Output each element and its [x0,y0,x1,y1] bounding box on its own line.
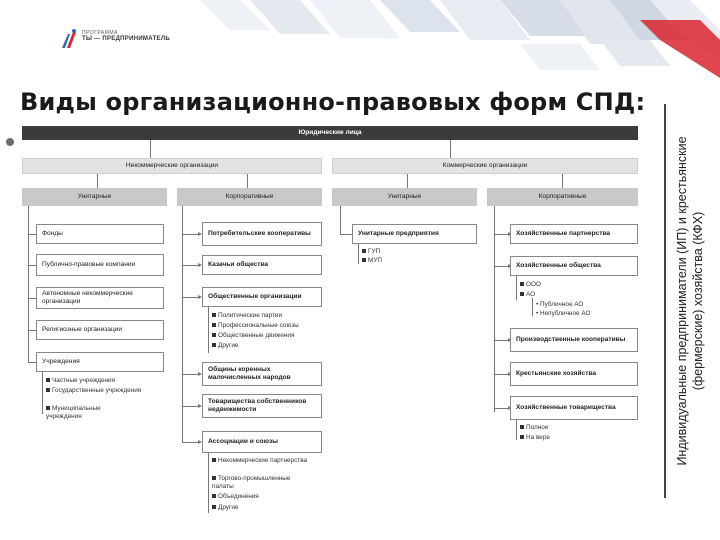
connector [42,372,43,414]
nc-unitary-item: Религиозные организации [36,320,164,340]
connector [340,206,341,234]
nc-unitary-item: Фонды [36,224,164,244]
sub-item: Частные учреждения [46,377,115,385]
connector [28,265,36,266]
c-corporate-item: Хозяйственные партнерства [510,224,638,244]
bullet-icon [6,138,14,146]
nc-corporate-item: Товарищества собственников недвижимости [202,394,322,418]
nc-corporate-item: Общины коренных малочисленных народов [202,362,322,386]
connector [28,298,36,299]
nc-corporate-item: Ассоциации и союзы [202,431,322,453]
connector [516,420,517,440]
sub-item: АО [520,291,535,299]
sub-item: Объединения [212,493,259,501]
sub-item: На вере [520,434,550,442]
connector [150,140,151,158]
connector [28,206,29,362]
sub-item: Муниципальные учреждения [46,405,101,420]
connector [247,174,248,188]
connector [340,234,352,235]
c-corporate-header: Корпоративные [487,188,638,206]
nc-corporate-header: Корпоративные [177,188,322,206]
connector [97,174,98,188]
connector [562,174,563,188]
c-unitary-item: Унитарные предприятия [352,224,477,244]
connector [407,174,408,188]
connector [358,244,359,264]
connector [208,307,209,353]
connector [516,276,517,300]
side-note-panel [664,104,710,498]
logo-line1: ПРОГРАММА [82,30,118,36]
c-corporate-item: Хозяйственные товарищества [510,396,638,420]
c-unitary-header: Унитарные [332,188,477,206]
logo [60,26,170,56]
sub-item: Другие [212,504,238,512]
header-band [0,0,720,78]
sub-item: Некоммерческие партнерства [212,457,312,465]
connector [28,362,36,363]
nc-corporate-item: Потребительские кооперативы [202,222,322,246]
root-box: Юридические лица [22,126,638,140]
nc-unitary-item: Публично-правовые компании [36,254,164,276]
org-forms-diagram [22,126,638,520]
sub-item: • Публичное АО [536,301,584,308]
connector [532,298,533,316]
sub-item: Торгово-промышленные палаты [212,475,291,490]
nc-unitary-item: Автономные некоммерческие организации [36,287,164,309]
sub-item: МУП [362,257,382,265]
sub-item: • Непубличное АО [536,310,591,317]
sub-item: Полное [520,424,548,432]
noncommercial-box: Некоммерческие организации [22,158,322,174]
c-corporate-item: Крестьянские хозяйства [510,362,638,386]
sub-item: Государственные учреждения [46,387,146,395]
connector [28,234,36,235]
nc-unitary-item: Учреждения [36,352,164,372]
nc-corporate-item: Общественные организации [202,287,322,307]
commercial-box: Коммерческие организации [332,158,638,174]
connector [28,330,36,331]
connector [208,453,209,513]
c-corporate-item: Производственные кооперативы [510,328,638,352]
logo-mark-icon [60,28,78,50]
sub-item: Политические партии [212,312,282,320]
sub-item: ГУП [362,248,380,256]
nc-corporate-item: Казачьи общества [202,255,322,275]
connector [494,206,495,412]
sub-item: Общественные движения [212,332,294,340]
c-corporate-item: Хозяйственные общества [510,256,638,276]
sub-item: ООО [520,281,541,289]
sub-item: Профессиональные союзы [212,322,299,330]
page-title: Виды организационно-правовых форм СПД: [20,88,646,116]
logo-line2: ТЫ — ПРЕДПРИНИМАТЕЛЬ [82,36,170,42]
side-note: Индивидуальные предприниматели (ИП) и крестьянские (фермерские) хозяйства (КФХ) [675,136,705,466]
connector [450,140,451,158]
sub-item: Другие [212,342,238,350]
nc-unitary-header: Унитарные [22,188,167,206]
